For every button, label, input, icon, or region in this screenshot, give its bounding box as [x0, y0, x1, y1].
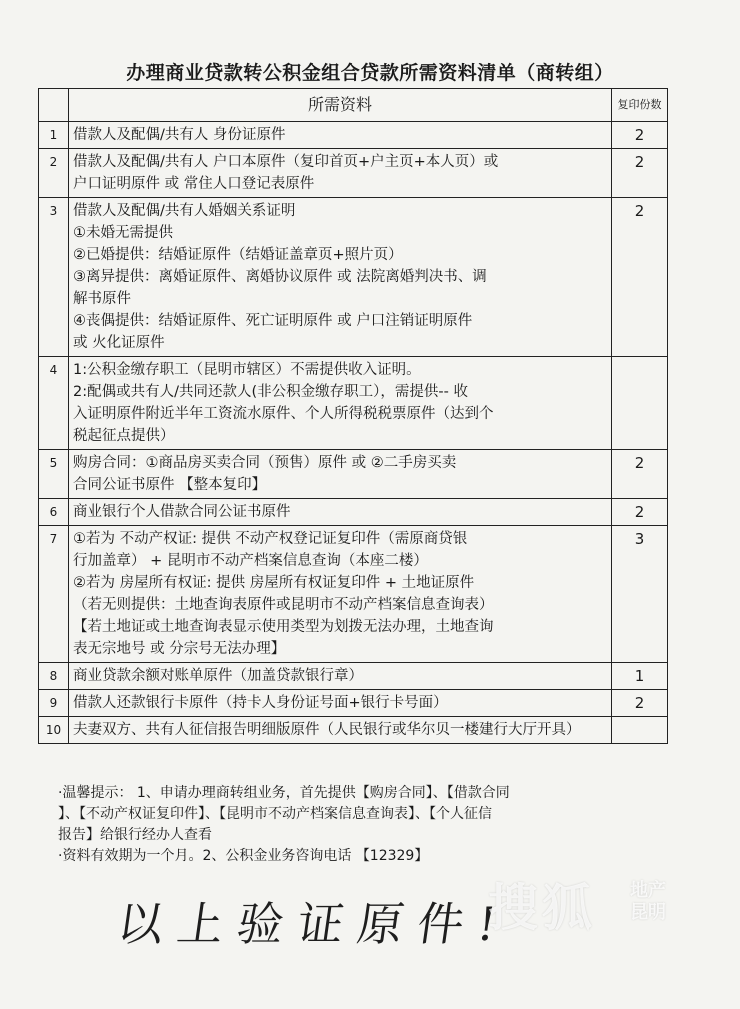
material-line: 购房合同：①商品房买卖合同（预售）原件 或 ②二手房买卖	[73, 455, 457, 471]
material-line: ①未婚无需提供	[73, 225, 173, 241]
table-row	[39, 499, 668, 526]
note-line: 报告】给银行经办人查看	[58, 827, 212, 843]
table-row	[39, 198, 668, 357]
table-row	[39, 149, 668, 198]
row-materials	[69, 690, 612, 717]
row-materials	[69, 149, 612, 198]
handwritten-note: 以上验证原件!	[113, 897, 514, 951]
row-materials	[69, 526, 612, 663]
material-line: 表无宗地号 或 分宗号无法办理】	[73, 641, 286, 657]
row-number: 8	[39, 663, 69, 690]
material-line: 合同公证书原件 【整本复印】	[73, 477, 267, 493]
row-materials	[69, 499, 612, 526]
table-row	[39, 526, 668, 663]
row-number: 4	[39, 357, 69, 450]
row-copies: 1	[612, 663, 668, 690]
row-copies	[612, 717, 668, 744]
row-copies	[612, 357, 668, 450]
row-copies: 2	[612, 690, 668, 717]
note-line: ·资料有效期为一个月。2、公积金业务咨询电话 【12329】	[58, 848, 429, 864]
row-number: 6	[39, 499, 69, 526]
header-copies: 复印份数	[612, 89, 668, 122]
row-number: 2	[39, 149, 69, 198]
table-row	[39, 663, 668, 690]
row-materials	[69, 198, 612, 357]
material-line: ②若为 房屋所有权证: 提供 房屋所有权证复印件 + 土地证原件	[73, 575, 475, 591]
materials-table	[38, 88, 668, 744]
material-line: 税起征点提供）	[73, 428, 175, 444]
watermark-subtitle	[630, 880, 690, 924]
watermark-logo: 搜狐	[488, 879, 596, 937]
material-line: 或 火化证原件	[73, 335, 165, 351]
row-copies: 2	[612, 122, 668, 149]
row-materials	[69, 357, 612, 450]
material-line: 解书原件	[73, 291, 131, 307]
row-copies: 2	[612, 450, 668, 499]
material-line: ②已婚提供：结婚证原件（结婚证盖章页+照片页）	[73, 247, 403, 263]
row-materials	[69, 122, 612, 149]
material-line: 【若土地证或土地查询表显示使用类型为划拨无法办理，土地查询	[73, 619, 494, 635]
note-line: ·温馨提示： 1、申请办理商转组业务，首先提供【购房合同】、【借款合同	[58, 785, 510, 801]
material-line: 借款人及配偶/共有人 身份证原件	[73, 127, 286, 143]
header-no	[39, 89, 69, 122]
table-row	[39, 717, 668, 744]
material-line: 1:公积金缴存职工（昆明市辖区）不需提供收入证明。	[73, 362, 421, 378]
page-title: 办理商业贷款转公积金组合贷款所需资料清单（商转组）	[126, 62, 614, 84]
row-copies: 2	[612, 499, 668, 526]
material-line: 2:配偶或共有人/共同还款人(非公积金缴存职工），需提供-- 收	[73, 384, 468, 400]
material-line: ①若为 不动产权证: 提供 不动产权登记证复印件（需原商贷银	[73, 531, 468, 547]
note-line: 】、【不动产权证复印件】、【昆明市不动产档案信息查询表】、【个人征信	[58, 806, 492, 822]
material-line: 借款人还款银行卡原件（持卡人身份证号面+银行卡号面）	[73, 695, 448, 711]
material-line: ④丧偶提供：结婚证原件、死亡证明原件 或 户口注销证明原件	[73, 313, 473, 329]
row-copies: 3	[612, 526, 668, 663]
row-copies: 2	[612, 198, 668, 357]
row-number: 10	[39, 717, 69, 744]
table-row	[39, 450, 668, 499]
material-line: 商业贷款余额对账单原件（加盖贷款银行章）	[73, 668, 363, 684]
row-materials	[69, 663, 612, 690]
row-number: 7	[39, 526, 69, 663]
row-number: 9	[39, 690, 69, 717]
material-line: 借款人及配偶/共有人婚姻关系证明	[73, 203, 296, 219]
row-number: 3	[39, 198, 69, 357]
material-line: 户口证明原件 或 常住人口登记表原件	[73, 176, 315, 192]
header-item: 所需资料	[69, 89, 612, 122]
watermark-sub-line: 昆明	[630, 902, 666, 923]
table-row	[39, 357, 668, 450]
row-number: 5	[39, 450, 69, 499]
material-line: 夫妻双方、共有人征信报告明细版原件（人民银行或华尔贝一楼建行大厅开具）	[73, 722, 581, 738]
material-line: 入证明原件附近半年工资流水原件、个人所得税税票原件（达到个	[73, 406, 494, 422]
material-line: 借款人及配偶/共有人 户口本原件（复印首页+户主页+本人页）或	[73, 154, 499, 170]
notes	[58, 783, 688, 867]
table-row	[39, 122, 668, 149]
material-line: （若无则提供：土地查询表原件或昆明市不动产档案信息查询表）	[73, 597, 494, 613]
row-copies: 2	[612, 149, 668, 198]
row-materials	[69, 717, 612, 744]
row-materials	[69, 450, 612, 499]
table-row	[39, 690, 668, 717]
material-line: ③离异提供：离婚证原件、离婚协议原件 或 法院离婚判决书、调	[73, 269, 487, 285]
material-line: 行加盖章） + 昆明市不动产档案信息查询（本座二楼）	[73, 553, 428, 569]
table-header-row	[39, 89, 668, 122]
row-number: 1	[39, 122, 69, 149]
watermark-sub-line: 地产	[630, 880, 666, 901]
material-line: 商业银行个人借款合同公证书原件	[73, 504, 291, 520]
